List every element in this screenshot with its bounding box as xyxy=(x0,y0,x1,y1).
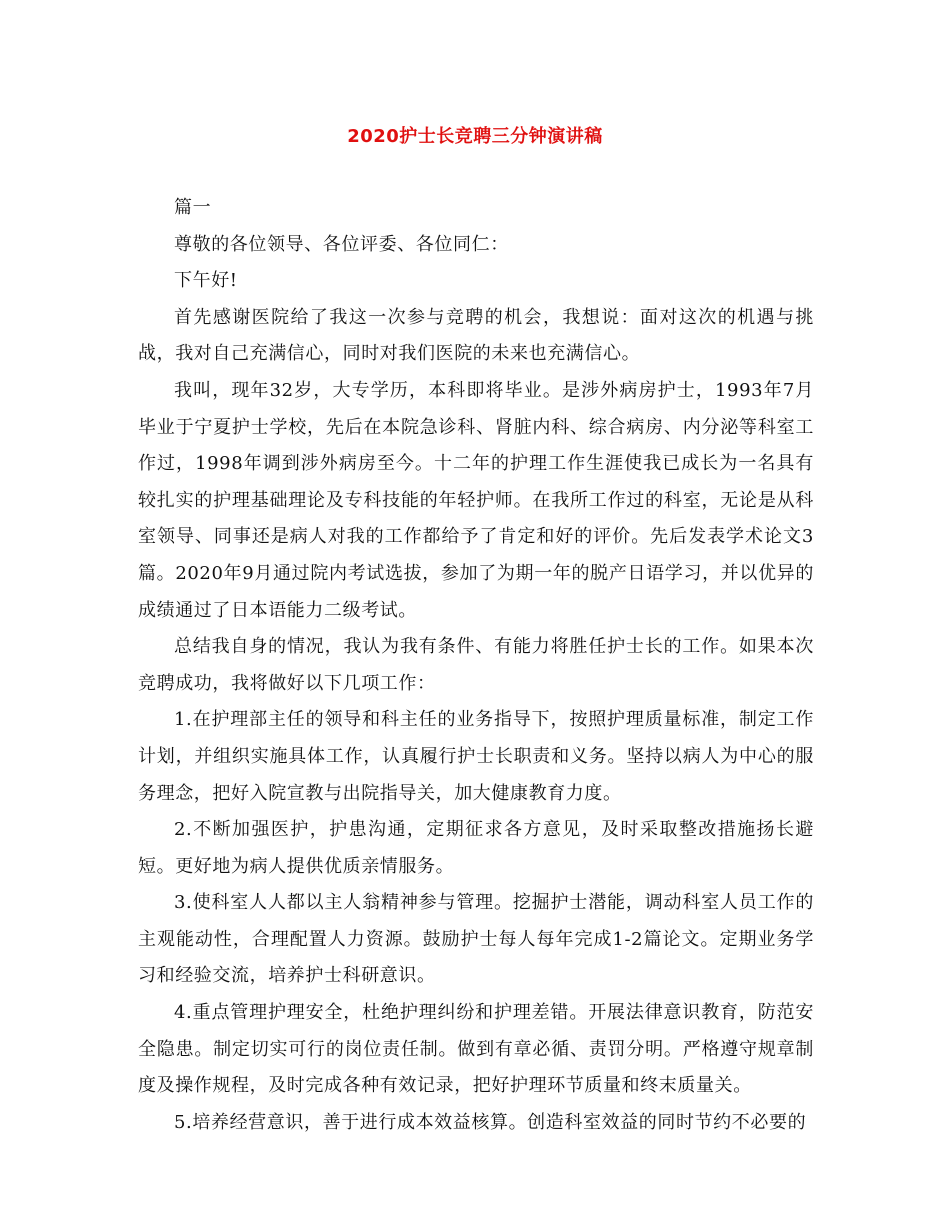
document-title: 2020护士长竞聘三分钟演讲稿 xyxy=(347,126,603,147)
document-body xyxy=(138,190,814,1141)
paragraph-greeting: 下午好! xyxy=(174,270,238,292)
paragraph-item-5: 5.培养经营意识，善于进行成本效益核算。创造科室效益的同时节约不必要的 xyxy=(174,1111,807,1133)
paragraph-summary: 总结我自身的情况，我认为我有条件、有能力将胜任护士长的工作。如果本次竞聘成功，我将做好以下几项工作： xyxy=(138,636,814,694)
paragraph-thanks: 首先感谢医院给了我这一次参与竞聘的机会，我想说：面对这次的机遇与挑战，我对自己充满信心，同时对我们医院的未来也充满信心。 xyxy=(138,306,814,365)
paragraph-item-1: 1.在护理部主任的领导和科主任的业务指导下，按照护理质量标准，制定工作计划，并组织实施具体工作，认真履行护士长职责和义务。坚持以病人为中心的服务理念，把好入院宣教与出院指导关，加大健康教育力度。 xyxy=(138,709,814,804)
paragraph-item-4: 4.重点管理护理安全，杜绝护理纠纷和护理差错。开展法律意识教育，防范安全隐患。制定切实可行的岗位责任制。做到有章必循、责罚分明。严格遵守规章制度及操作规程，及时完成各种有效记录，把好护理环节质量和终末质量关。 xyxy=(138,1002,814,1097)
paragraph-salutation: 尊敬的各位领导、各位评委、各位同仁： xyxy=(174,233,509,255)
paragraph-self-introduction: 我叫，现年32岁，大专学历，本科即将毕业。是涉外病房护士，1993年7月毕业于宁夏护士学校，先后在本院急诊科、肾脏内科、综合病房、内分泌等科室工作过，1998年调到涉外病房至今。十二年的护理工作生涯使我已成长为一名具有较扎实的护理基础理论及专科技能的年轻护师。在我所工作过的科室，无论是从科室领导、同事还是病人对我的工作都给予了肯定和好的评价。先后发表学术论文3篇。2020年9月通过院内考试选拔，参加了为期一年的脱产日语学习，并以优异的成绩通过了日本语能力二级考试。 xyxy=(138,379,814,621)
paragraph-section-heading: 篇一 xyxy=(174,197,212,218)
paragraph-item-2: 2.不断加强医护，护患沟通，定期征求各方意见，及时采取整改措施扬长避短。更好地为病人提供优质亲情服务。 xyxy=(138,819,814,877)
paragraph-item-3: 3.使科室人人都以主人翁精神参与管理。挖掘护士潜能，调动科室人员工作的主观能动性，合理配置人力资源。鼓励护士每人每年完成1-2篇论文。定期业务学习和经验交流，培养护士科研意识。 xyxy=(138,892,814,987)
